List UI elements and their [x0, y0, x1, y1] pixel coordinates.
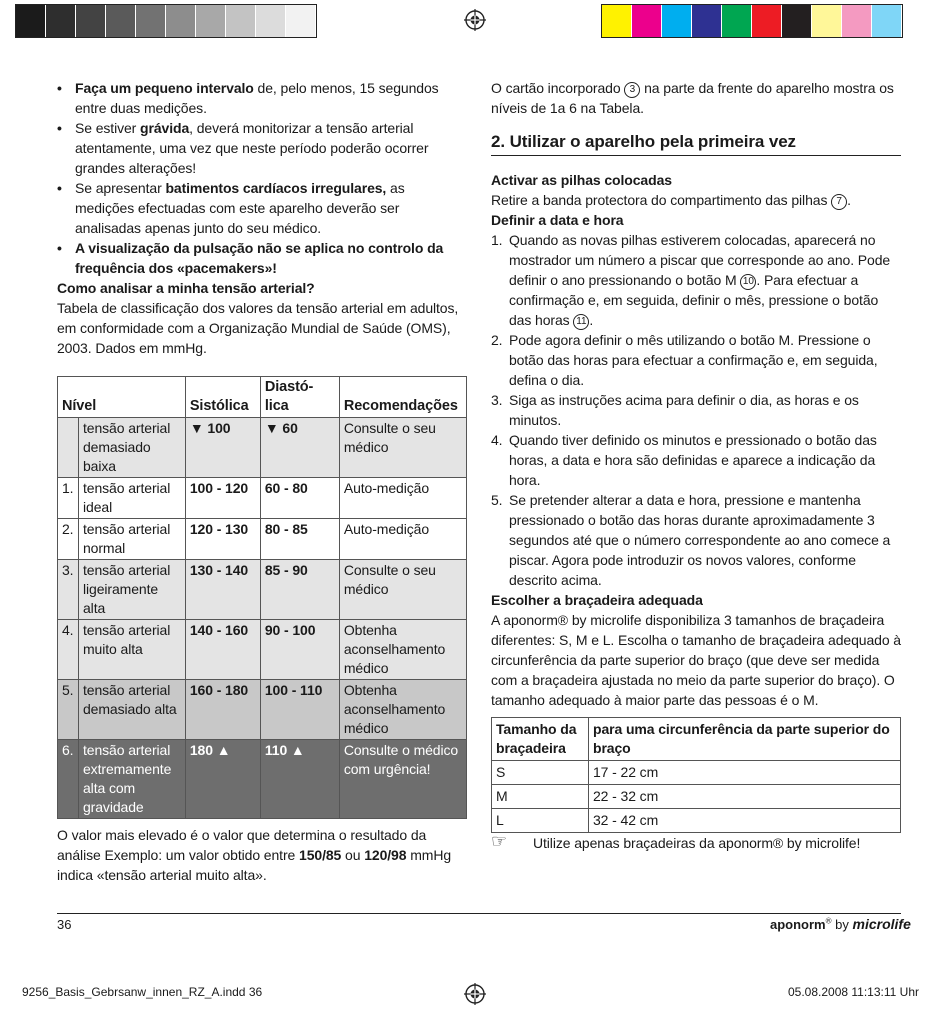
classification-table	[57, 376, 467, 819]
list-item: 1. Quando as novas pilhas estiverem colocadas, aparecerá no mostrador um número a piscar que corresponde ao ano. Pode definir o ano pressionando o botão M 10 . Para efectuar a confirmação e, em seguida, definir o mês, pressione o botão das horas 11 .	[491, 232, 891, 328]
table-row: L 32 - 42 cm	[492, 809, 901, 833]
slug-filename: 9256_Basis_Gebrsanw_innen_RZ_A.indd 36	[22, 985, 263, 999]
table-row: tensão arterial demasiado baixa ▼ 100 ▼ 60 Consulte o seu médico	[58, 418, 467, 478]
color-swatch	[256, 5, 286, 37]
ref-number: 10	[740, 274, 756, 290]
color-swatch	[722, 5, 752, 37]
table-row: S 17 - 22 cm	[492, 761, 901, 785]
list-item: • Se estiver grávida, deverá monitorizar a tensão arterial atentamente, uma vez que neste período poderão ocorrer grandes alterações!	[57, 120, 429, 176]
bullet-icon: •	[57, 120, 62, 136]
ref-number: 7	[831, 194, 847, 210]
list-item: • Faça um pequeno intervalo de, pelo menos, 15 segundos entre duas medições.	[57, 80, 439, 116]
table-row: M 22 - 32 cm	[492, 785, 901, 809]
color-swatch	[106, 5, 136, 37]
table-row: 4. tensão arterial muito alta 140 - 160 90 - 100 Obtenha aconselhamento médico	[58, 620, 467, 680]
table-footnote: O valor mais elevado é o valor que determina o resultado da análise Exemplo: um valor obtido entre 150/85 ou 120/98 mmHg indica «tensão arterial muito alta».	[57, 827, 452, 883]
color-swatch	[16, 5, 46, 37]
list-item: • Se apresentar batimentos cardíacos irregulares, as medições efectuadas com este aparelho deverão ser analisadas apenas junto do seu médico.	[57, 180, 405, 236]
registration-mark-icon	[464, 9, 486, 31]
color-swatch	[166, 5, 196, 37]
bullet-icon: •	[57, 240, 62, 256]
table-row: 1. tensão arterial ideal 100 - 120 60 - 80 Auto-medição	[58, 478, 467, 519]
brand-logo: aponorm® by microlife	[770, 916, 911, 932]
precaution-list	[57, 78, 467, 278]
col-header-recommendation: Recomendações	[339, 377, 466, 418]
list-item: 4. Quando tiver definido os minutos e pressionado o botão das horas, a data e hora são definidas e aparece a indicação da hora.	[491, 432, 877, 488]
col-header-diastolic: Diastó-lica	[260, 377, 339, 418]
intro-text: O cartão incorporado 3 na parte da frente do aparelho mostra os níveis de 1a 6 na Tabela.	[491, 80, 894, 116]
color-swatch	[662, 5, 692, 37]
color-swatch	[136, 5, 166, 37]
color-swatch	[602, 5, 632, 37]
col-header-level: Nível	[58, 377, 186, 418]
date-steps-list	[491, 230, 901, 590]
list-item: 2. Pode agora definir o mês utilizando o botão M. Pressione o botão das horas para efectuar a confirmação e, em seguida, defina o dia.	[491, 332, 878, 388]
color-bar	[601, 4, 903, 38]
color-swatch	[872, 5, 902, 37]
battery-heading: Activar as pilhas colocadas	[491, 172, 672, 188]
table-row: 3. tensão arterial ligeiramente alta 130 - 140 85 - 90 Consulte o seu médico	[58, 560, 467, 620]
battery-text: Retire a banda protectora do compartimento das pilhas 7 .	[491, 192, 851, 208]
registration-mark-icon	[464, 983, 486, 1005]
color-swatch	[196, 5, 226, 37]
cuff-note: ☞ Utilize apenas braçadeiras da aponorm® by microlife!	[491, 831, 861, 851]
table-row: 6. tensão arterial extremamente alta com gravidade 180 ▲ 110 ▲ Consulte o médico com urgência!	[58, 740, 467, 819]
color-swatch	[782, 5, 812, 37]
grayscale-bar	[15, 4, 317, 38]
color-swatch	[752, 5, 782, 37]
list-item: 5. Se pretender alterar a data e hora, pressione e mantenha pressionado o botão das horas durante aproximadamente 3 segundos até que o número correspondente ao ano comece a piscar. Agora pode introduzir os novos valores, conforme descrito acima.	[491, 492, 891, 588]
left-column	[57, 78, 467, 885]
ref-number: 11	[573, 314, 589, 330]
pointing-hand-icon: ☞	[491, 831, 508, 851]
date-heading: Definir a data e hora	[491, 212, 624, 228]
howto-heading: Como analisar a minha tensão arterial?	[57, 280, 315, 296]
list-item: 3. Siga as instruções acima para definir o dia, as horas e os minutos.	[491, 392, 859, 428]
slug-timestamp: 05.08.2008 11:13:11 Uhr	[788, 985, 919, 999]
right-column	[491, 78, 901, 853]
cuff-text: A aponorm® by microlife disponibiliza 3 tamanhos de braçadeira diferentes: S, M e L. Escolha o tamanho de braçadeira adequado à circunferência da parte superior do braço (que deve ser medida com a braçadeira ajustada no meio da parte superior do braço). O tamanho adequado à maior parte das pessoas é o M.	[491, 612, 901, 708]
color-swatch	[46, 5, 76, 37]
color-swatch	[692, 5, 722, 37]
list-item: • A visualização da pulsação não se aplica no controlo da frequência dos «pacemakers»!	[57, 240, 444, 276]
footer-rule	[57, 913, 901, 914]
color-swatch	[226, 5, 256, 37]
bullet-icon: •	[57, 80, 62, 96]
bullet-icon: •	[57, 180, 62, 196]
howto-text: Tabela de classificação dos valores da tensão arterial em adultos, em conformidade com a Organização Mundial de Saúde (OMS), 2003. Dados em mmHg.	[57, 300, 459, 356]
ref-number: 3	[624, 82, 640, 98]
color-swatch	[76, 5, 106, 37]
section-title: 2. Utilizar o aparelho pela primeira vez	[491, 132, 901, 156]
cuff-size-table	[491, 717, 901, 833]
color-swatch	[286, 5, 316, 37]
col-header-circumference: para uma circunferência da parte superior do braço	[589, 718, 901, 761]
color-swatch	[812, 5, 842, 37]
page-number: 36	[57, 917, 72, 932]
col-header-systolic: Sistólica	[185, 377, 260, 418]
col-header-size: Tamanho da braçadeira	[492, 718, 589, 761]
table-row: 5. tensão arterial demasiado alta 160 - 180 100 - 110 Obtenha aconselhamento médico	[58, 680, 467, 740]
cuff-heading: Escolher a braçadeira adequada	[491, 592, 703, 608]
color-swatch	[632, 5, 662, 37]
table-row: 2. tensão arterial normal 120 - 130 80 - 85 Auto-medição	[58, 519, 467, 560]
color-swatch	[842, 5, 872, 37]
